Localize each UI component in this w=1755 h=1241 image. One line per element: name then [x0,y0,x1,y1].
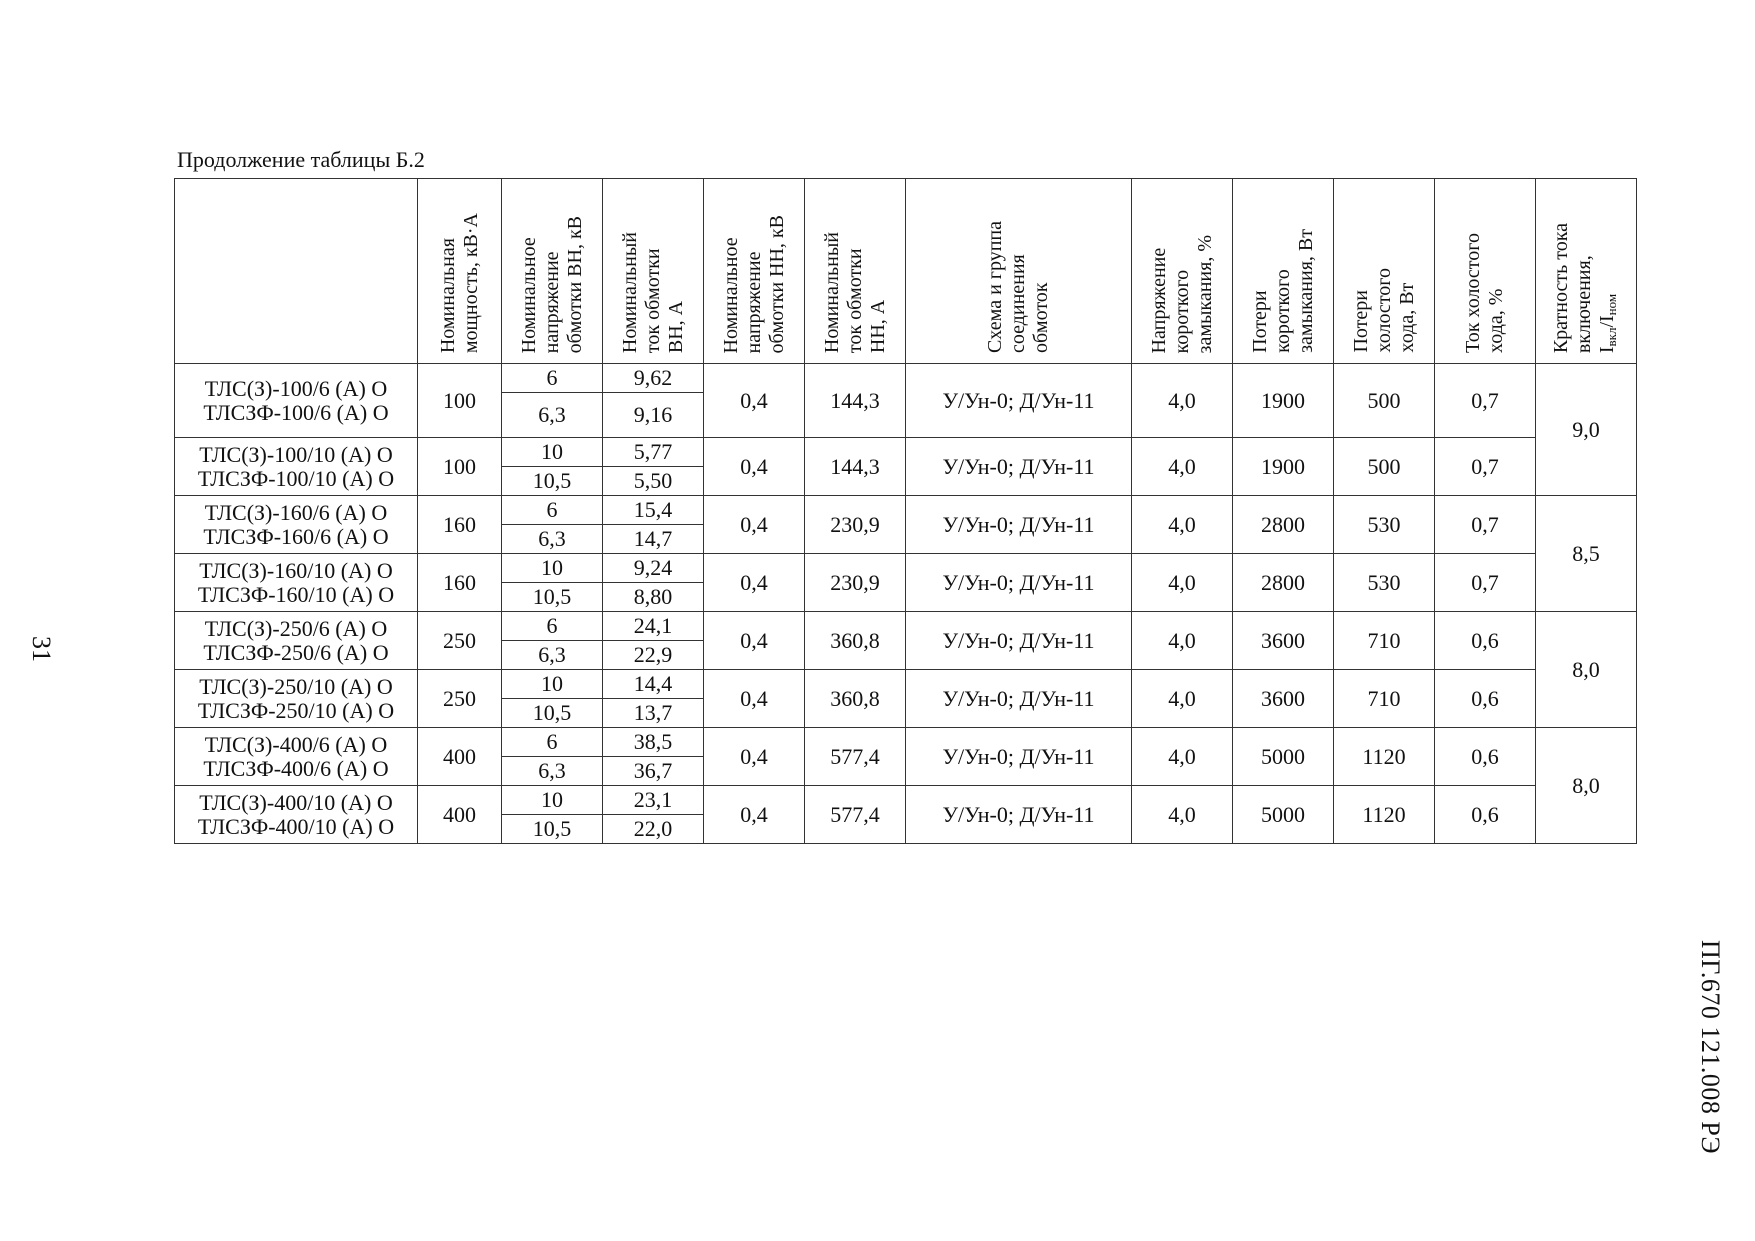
scheme-cell: У/Ун-0; Д/Ун-11 [906,612,1132,670]
sc-losses-cell: 3600 [1233,670,1334,728]
hv-voltage-cell: 10 [502,670,603,699]
hv-current-cell: 22,0 [603,815,704,844]
model-cell: ТЛС(З)-250/10 (А) О ТЛСЗФ-250/10 (А) О [175,670,418,728]
hv-current-cell: 8,80 [603,583,704,612]
model-cell: ТЛС(З)-160/10 (А) О ТЛСЗФ-160/10 (А) О [175,554,418,612]
sc-voltage-cell: 4,0 [1132,728,1233,786]
lv-current-cell: 577,4 [805,786,906,844]
hv-current-cell: 14,4 [603,670,704,699]
sc-voltage-cell: 4,0 [1132,670,1233,728]
sc-voltage-cell: 4,0 [1132,786,1233,844]
lv-current-cell: 360,8 [805,670,906,728]
hv-current-cell: 13,7 [603,699,704,728]
nl-current-cell: 0,7 [1435,554,1536,612]
header-lv-current: Номинальный ток обмотки НН, А [805,179,906,364]
nl-losses-cell: 500 [1334,364,1435,438]
table-row [175,438,1637,467]
sc-losses-cell: 5000 [1233,728,1334,786]
hv-voltage-cell: 6 [502,496,603,525]
power-cell: 250 [418,670,502,728]
scheme-cell: У/Ун-0; Д/Ун-11 [906,438,1132,496]
table-row [175,612,1637,641]
scheme-cell: У/Ун-0; Д/Ун-11 [906,496,1132,554]
hv-current-cell: 9,62 [603,364,704,393]
hv-voltage-cell: 10,5 [502,699,603,728]
header-nl-current: Ток холостого хода, % [1435,179,1536,364]
scheme-cell: У/Ун-0; Д/Ун-11 [906,786,1132,844]
hv-voltage-cell: 6,3 [502,393,603,438]
lv-voltage-cell: 0,4 [704,728,805,786]
lv-voltage-cell: 0,4 [704,438,805,496]
nl-losses-cell: 710 [1334,670,1435,728]
lv-voltage-cell: 0,4 [704,786,805,844]
nl-current-cell: 0,6 [1435,728,1536,786]
hv-voltage-cell: 10 [502,554,603,583]
inrush-ratio-cell: 8,0 [1536,612,1637,728]
nl-losses-cell: 530 [1334,496,1435,554]
scheme-cell: У/Ун-0; Д/Ун-11 [906,554,1132,612]
hv-current-cell: 38,5 [603,728,704,757]
lv-voltage-cell: 0,4 [704,554,805,612]
inrush-ratio-cell: 8,0 [1536,728,1637,844]
scheme-cell: У/Ун-0; Д/Ун-11 [906,728,1132,786]
lv-current-cell: 360,8 [805,612,906,670]
model-cell: ТЛС(З)-160/6 (А) О ТЛСЗФ-160/6 (А) О [175,496,418,554]
lv-voltage-cell: 0,4 [704,496,805,554]
hv-current-cell: 5,50 [603,467,704,496]
hv-current-cell: 14,7 [603,525,704,554]
hv-voltage-cell: 6 [502,364,603,393]
nl-current-cell: 0,6 [1435,786,1536,844]
document-code: ПГ.670 121.008 РЭ [1696,940,1725,1154]
hv-current-cell: 9,24 [603,554,704,583]
lv-voltage-cell: 0,4 [704,612,805,670]
header-hv-voltage: Номинальное напряжение обмотки ВН, кВ [502,179,603,364]
hv-current-cell: 23,1 [603,786,704,815]
header-power: Номинальная мощность, кВ·А [418,179,502,364]
lv-voltage-cell: 0,4 [704,364,805,438]
sc-losses-cell: 1900 [1233,438,1334,496]
hv-voltage-cell: 6,3 [502,525,603,554]
nl-losses-cell: 710 [1334,612,1435,670]
nl-losses-cell: 1120 [1334,728,1435,786]
nl-current-cell: 0,7 [1435,364,1536,438]
header-row [175,179,1637,364]
header-nl-losses: Потери холостого хода, Вт [1334,179,1435,364]
header-inrush-ratio: Кратность тока включения, $I_{вкл}/I_{ном}$ [1536,179,1637,364]
hv-voltage-cell: 10,5 [502,467,603,496]
header-lv-voltage: Номинальное напряжение обмотки НН, кВ [704,179,805,364]
lv-voltage-cell: 0,4 [704,670,805,728]
hv-current-cell: 22,9 [603,641,704,670]
nl-current-cell: 0,6 [1435,612,1536,670]
hv-current-cell: 36,7 [603,757,704,786]
transformer-spec-table [174,178,1637,844]
inrush-ratio-cell: 8,5 [1536,496,1637,612]
sc-losses-cell: 3600 [1233,612,1334,670]
sc-voltage-cell: 4,0 [1132,554,1233,612]
lv-current-cell: 144,3 [805,438,906,496]
nl-losses-cell: 1120 [1334,786,1435,844]
model-cell: ТЛС(З)-400/6 (А) О ТЛСЗФ-400/6 (А) О [175,728,418,786]
table-row [175,670,1637,699]
table-caption: Продолжение таблицы Б.2 [177,147,425,172]
sc-losses-cell: 1900 [1233,364,1334,438]
model-cell: ТЛС(З)-100/10 (А) О ТЛСЗФ-100/10 (А) О [175,438,418,496]
nl-losses-cell: 500 [1334,438,1435,496]
lv-current-cell: 230,9 [805,496,906,554]
sc-voltage-cell: 4,0 [1132,438,1233,496]
hv-voltage-cell: 6 [502,728,603,757]
model-cell: ТЛС(З)-250/6 (А) О ТЛСЗФ-250/6 (А) О [175,612,418,670]
hv-voltage-cell: 6 [502,612,603,641]
table-row [175,728,1637,757]
table-row [175,554,1637,583]
power-cell: 400 [418,786,502,844]
nl-current-cell: 0,6 [1435,670,1536,728]
nl-losses-cell: 530 [1334,554,1435,612]
power-cell: 100 [418,364,502,438]
header-connection-scheme: Схема и группа соединения обмоток [906,179,1132,364]
scheme-cell: У/Ун-0; Д/Ун-11 [906,364,1132,438]
hv-voltage-cell: 6,3 [502,641,603,670]
lv-current-cell: 144,3 [805,364,906,438]
header-model [175,179,418,364]
table-row [175,364,1637,393]
sc-losses-cell: 2800 [1233,554,1334,612]
inrush-ratio-cell: 9,0 [1536,364,1637,496]
power-cell: 160 [418,496,502,554]
scheme-cell: У/Ун-0; Д/Ун-11 [906,670,1132,728]
header-sc-losses: Потери короткого замыкания, Вт [1233,179,1334,364]
model-cell: ТЛС(З)-400/10 (А) О ТЛСЗФ-400/10 (А) О [175,786,418,844]
sc-voltage-cell: 4,0 [1132,364,1233,438]
power-cell: 250 [418,612,502,670]
hv-voltage-cell: 10 [502,438,603,467]
hv-voltage-cell: 6,3 [502,757,603,786]
table-row [175,786,1637,815]
model-cell: ТЛС(З)-100/6 (А) О ТЛСЗФ-100/6 (А) О [175,364,418,438]
lv-current-cell: 230,9 [805,554,906,612]
hv-current-cell: 9,16 [603,393,704,438]
header-sc-voltage: Напряжение короткого замыкания, % [1132,179,1233,364]
hv-current-cell: 24,1 [603,612,704,641]
hv-current-cell: 5,77 [603,438,704,467]
sc-losses-cell: 2800 [1233,496,1334,554]
hv-voltage-cell: 10 [502,786,603,815]
table-row [175,496,1637,525]
hv-current-cell: 15,4 [603,496,704,525]
hv-voltage-cell: 10,5 [502,583,603,612]
sc-voltage-cell: 4,0 [1132,612,1233,670]
power-cell: 400 [418,728,502,786]
nl-current-cell: 0,7 [1435,496,1536,554]
power-cell: 100 [418,438,502,496]
header-hv-current: Номинальный ток обмотки ВН, А [603,179,704,364]
sc-voltage-cell: 4,0 [1132,496,1233,554]
sc-losses-cell: 5000 [1233,786,1334,844]
nl-current-cell: 0,7 [1435,438,1536,496]
hv-voltage-cell: 10,5 [502,815,603,844]
page-number: 31 [27,636,56,662]
lv-current-cell: 577,4 [805,728,906,786]
power-cell: 160 [418,554,502,612]
